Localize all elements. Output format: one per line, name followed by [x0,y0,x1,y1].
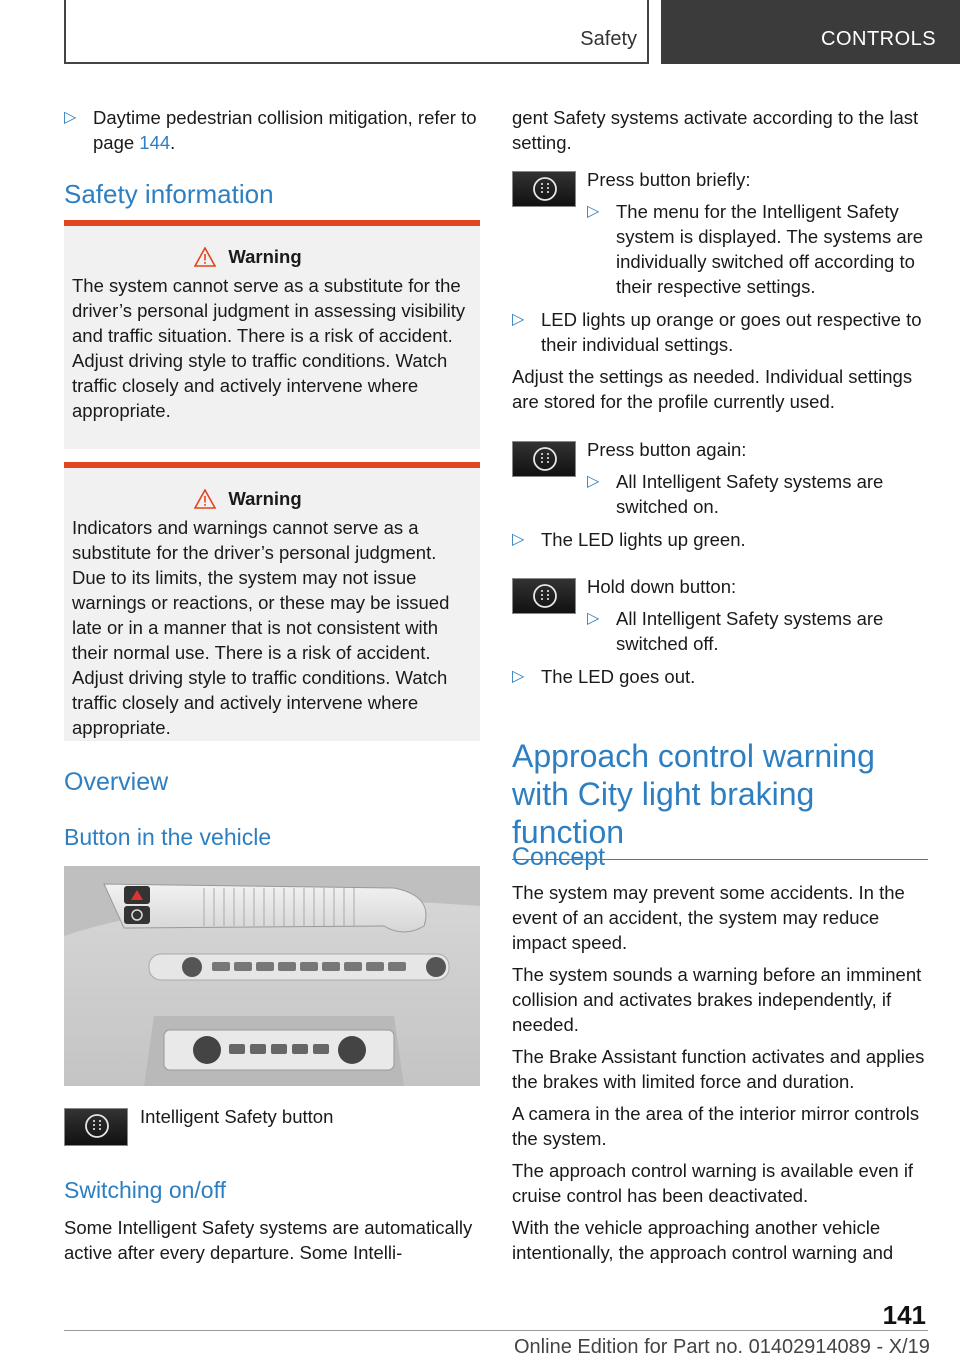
hold-bullet: All Intelligent Safety systems are switched off. [616,608,884,654]
concept-paragraph: The system may prevent some accidents. In the event of an accident, the system may reduce impact speed. [512,882,905,953]
warning-triangle-icon [194,247,216,267]
green-bullet-block [512,527,928,552]
switching-on-off-heading: Switching on/off [64,1177,226,1203]
bullet-triangle-icon: ▷ [512,531,525,548]
press-again-label: Press button again: [587,439,747,460]
hold-down-block [587,574,928,656]
warning-2-title: Warning [228,488,302,509]
warning-2-text: Indicators and warnings cannot serve as a substitute for the driver’s personal judgment. Due to its limits, the system may not issue warnings or reactions, or these may be issued late or in a manner that is not consistent with their normal use. There is a risk of accident. Adjust driving style to traffic conditions. Watch traffic closely and actively intervene where appropriate. [72,517,450,738]
concept-paragraph: The system sounds a warning before an imminent collision and activates brakes independently, if needed. [512,964,922,1035]
bullet-triangle-icon: ▷ [512,311,525,328]
bullet-triangle-icon: ▷ [512,668,525,685]
warning-box-1 [64,220,480,449]
bullet-triangle-icon: ▷ [587,473,600,490]
overview-heading: Overview [64,768,169,796]
briefly-bullet: The menu for the Intelligent Safety system is displayed. The systems are individually switched off according to their respective settings. [616,201,924,297]
warning-1-title: Warning [228,246,302,267]
concept-paragraph: A camera in the area of the interior mirror controls the system. [512,1103,920,1149]
approach-control-heading: Approach control warning with City light braking function [512,737,928,860]
footer-divider [64,1330,928,1331]
led-bullet: LED lights up orange or goes out respective to their individual settings. [541,309,922,355]
intelligent-safety-button-icon [64,1108,128,1146]
concept-paragraph: With the vehicle approaching another vehicle intentionally, the approach control warning and [512,1217,894,1263]
button-in-vehicle-heading: Button in the vehicle [64,824,272,850]
warning-triangle-icon [194,489,216,509]
header-box [64,0,649,64]
warning-1-text: The system cannot serve as a substitute for the driver’s personal judgment in assessing visibility and traffic situation. There is a risk of accident. Adjust driving style to traffic conditions. Watch traffic closely and actively intervene where appropriate. [72,275,466,421]
header-section-title: Safety [580,28,637,50]
out-bullet-block [512,664,928,689]
press-briefly-label: Press button briefly: [587,169,751,190]
page-number: 141 [882,1300,926,1330]
safety-information-heading: Safety information [64,179,274,209]
online-edition-footer: Online Edition for Part no. 01402914089 - X/19 [514,1336,930,1358]
hold-down-label: Hold down button: [587,576,737,597]
continuation-text: gent Safety systems activate according to the last setting. [512,107,919,153]
green-bullet: The LED lights up green. [541,529,746,550]
intro-bullet-text: Daytime pedestrian collision mitigation, refer to page [93,107,477,153]
intelligent-safety-button-icon [512,171,576,207]
bullet-triangle-icon: ▷ [64,109,77,126]
press-briefly-block [587,167,928,299]
concept-paragraph: The approach control warning is available even if cruise control has been deactivated. [512,1160,914,1206]
warning-box-2 [64,462,480,741]
concept-heading: Concept [512,843,606,871]
press-again-block [587,437,928,519]
concept-paragraph: The Brake Assistant function activates and applies the brakes with limited force and duration. [512,1046,925,1092]
intro-bullet: ▷ Daytime pedestrian collision mitigation, refer to page 144. [64,107,477,153]
out-bullet: The LED goes out. [541,666,696,687]
concept-body [512,880,928,1265]
header-chapter-tab: CONTROLS [661,0,960,64]
again-bullet: All Intelligent Safety systems are switched on. [616,471,884,517]
bullet-triangle-icon: ▷ [587,203,600,220]
led-bullet-block [512,307,928,357]
bullet-triangle-icon: ▷ [587,610,600,627]
dashboard-photo [64,866,480,1086]
intelligent-safety-button-icon [512,578,576,614]
adjust-text: Adjust the settings as needed. Individual settings are stored for the profile currently used. [512,366,913,412]
page-link[interactable]: 144 [139,132,171,153]
intelligent-safety-button-icon [512,441,576,477]
button-caption: Intelligent Safety button [140,1106,334,1127]
switching-text: Some Intelligent Safety systems are automatically active after every departure. Some Intelli- [64,1217,473,1263]
